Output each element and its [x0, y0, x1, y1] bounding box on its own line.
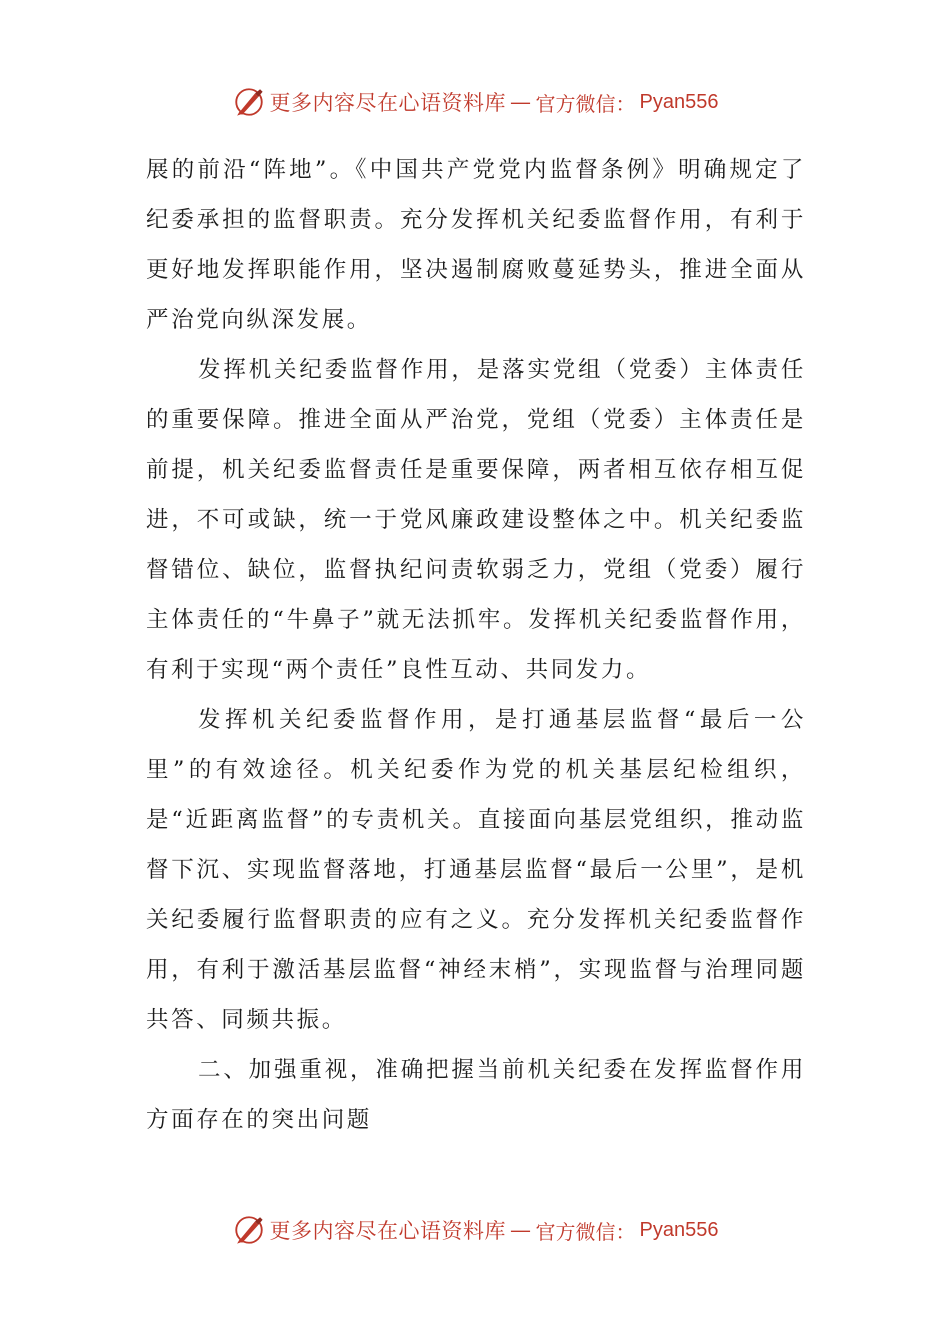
banner-wechat-id: Pyan556: [639, 1218, 719, 1241]
footer-banner-content: [232, 1213, 719, 1247]
footer-banner: [0, 1210, 950, 1250]
banner-wechat-id: Pyan556: [639, 90, 719, 113]
paragraph: 发挥机关纪委监督作用，是打通基层监督“最后一公里”的有效途径。机关纪委作为党的机关基层纪检组织，是“近距离监督”的专责机关。直接面向基层党组织，推动监督下沉、实现监督落地，打通基层监督“最后一公里”，是机关纪委履行监督职责的应有之义。充分发挥机关纪委监督作用，有利于激活基层监督“神经末梢”，实现监督与治理同题共答、同频共振。: [146, 707, 806, 1033]
banner-slogan: 更多内容尽在心语资料库: [269, 1219, 507, 1243]
header-banner: [0, 82, 950, 122]
section-heading: 二、加强重视，准确把握当前机关纪委在发挥监督作用方面存在的突出问题: [146, 1057, 806, 1133]
paragraph: 展的前沿“阵地”。《中国共产党党内监督条例》明确规定了纪委承担的监督职责。充分发挥机关纪委监督作用，有利于更好地发挥职能作用，坚决遏制腐败蔓延势头，推进全面从严治党向纵深发展。: [146, 157, 806, 333]
banner-dash: —: [510, 90, 532, 114]
document-body: [146, 145, 806, 1145]
banner-slogan: 更多内容尽在心语资料库: [269, 91, 507, 115]
paragraph: 发挥机关纪委监督作用，是落实党组（党委）主体责任的重要保障。推进全面从严治党，党组（党委）主体责任是前提，机关纪委监督责任是重要保障，两者相互依存相互促进，不可或缺，统一于党风廉政建设整体之中。机关纪委监督错位、缺位，监督执纪问责软弱乏力，党组（党委）履行主体责任的“牛鼻子”就无法抓牢。发挥机关纪委监督作用，有利于实现“两个责任”良性互动、共同发力。: [146, 357, 806, 683]
header-banner-content: [232, 85, 719, 119]
banner-wechat-label: 官方微信：: [535, 91, 636, 116]
pen-nib-logo-icon: [232, 85, 266, 119]
banner-dash: —: [510, 1218, 532, 1242]
banner-wechat-label: 官方微信：: [535, 1219, 636, 1244]
pen-nib-logo-icon: [232, 1213, 266, 1247]
